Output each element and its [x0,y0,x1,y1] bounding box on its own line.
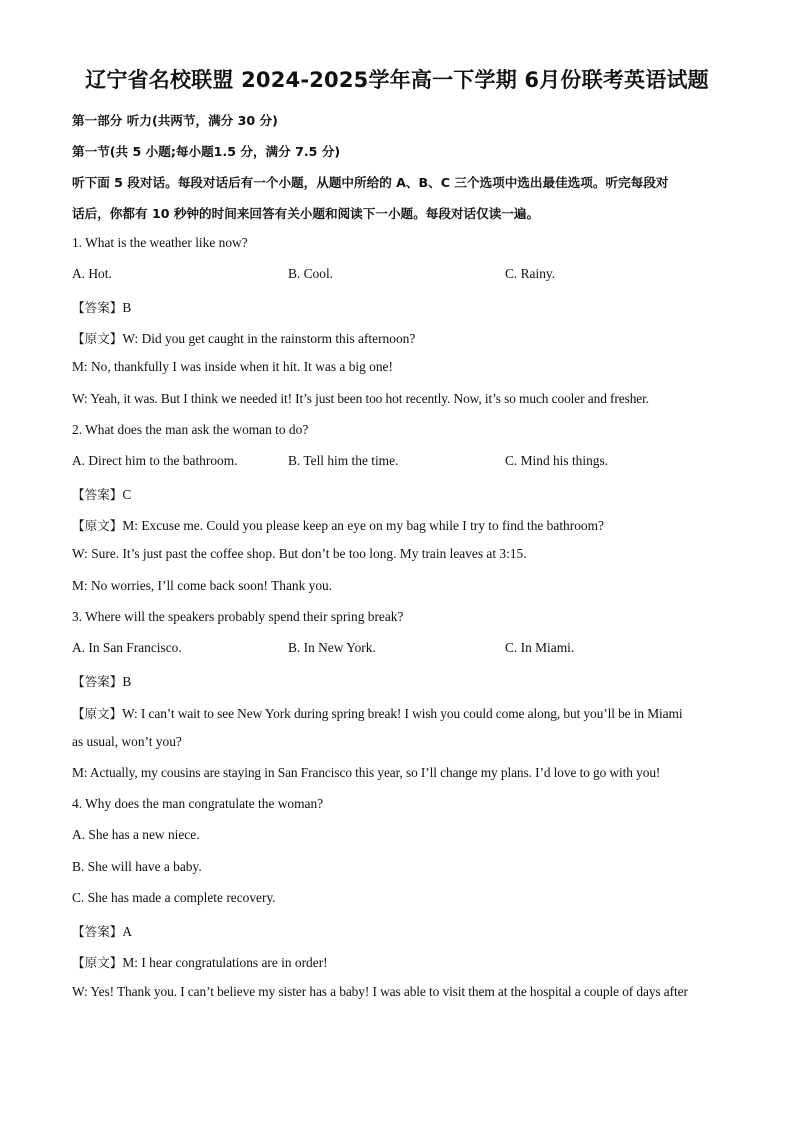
answer-value: C [122,487,132,502]
option-c: C. In Miami. [505,640,575,655]
instructions-line-1: 听下面 5 段对话。每段对话后有一个小题，从题中所给的 A、B、C 三个选项中选出最佳选项。听完每段对 [72,175,669,190]
instructions-line-2: 话后，你都有 10 秒钟的时间来回答有关小题和阅读下一小题。每段对话仅读一遍。 [72,206,540,221]
transcript-line: M: I hear congratulations are in order! [122,955,328,970]
answer-tag: 【答案】 [72,300,123,315]
answer-tag: 【答案】 [72,487,123,502]
question-1-transcript-2: M: No, thankfully I was inside when it hit. It was a big one! [72,359,393,374]
question-4-option-b: B. She will have a baby. [72,859,202,874]
answer-value: B [122,300,132,315]
question-3-transcript-1 [72,703,682,722]
answer-value: A [122,924,133,939]
question-3-transcript-3: M: Actually, my cousins are staying in San Francisco this year, so I’ll change my plans. I’d love to go with you! [72,765,661,780]
question-4-option-a: A. She has a new niece. [72,827,200,842]
question-1-stem: 1. What is the weather like now? [72,235,248,250]
option-a: A. Hot. [72,266,112,281]
option-c: C. Rainy. [505,266,556,281]
question-4-stem: 4. Why does the man congratulate the woman? [72,796,324,811]
question-3-answer [72,671,131,690]
option-b: B. Tell him the time. [288,453,399,468]
exam-title: 辽宁省名校联盟 2024-2025学年高一下学期 6月份联考英语试题 [85,68,709,92]
question-3-transcript-2: as usual, won’t you? [72,734,182,749]
script-tag: 【原文】 [72,706,122,721]
question-1-transcript-1 [72,328,415,347]
question-2-transcript-3: M: No worries, I’ll come back soon! Thank you. [72,578,333,593]
section1-header: 第一节(共 5 小题;每小题1.5 分，满分 7.5 分) [72,144,341,159]
option-a: A. Direct him to the bathroom. [72,453,238,468]
question-2-transcript-2: W: Sure. It’s just past the coffee shop. But don’t be too long. My train leaves at 3:15. [72,546,527,561]
option-b: B. In New York. [288,640,376,655]
question-2-stem: 2. What does the man ask the woman to do? [72,422,309,437]
answer-tag: 【答案】 [72,674,123,689]
option-a: A. In San Francisco. [72,640,182,655]
question-4-option-c: C. She has made a complete recovery. [72,890,276,905]
question-1-answer [72,297,131,316]
question-2-answer [72,484,131,503]
answer-tag: 【答案】 [72,924,123,939]
transcript-line: W: I can’t wait to see New York during spring break! I wish you could come along, but you’ll be in Miami [121,706,683,721]
question-4-transcript-1 [72,952,328,971]
option-c: C. Mind his things. [505,453,609,468]
question-2-transcript-1 [72,515,604,534]
script-tag: 【原文】 [72,518,123,533]
question-4-transcript-2: W: Yes! Thank you. I can’t believe my sister has a baby! I was able to visit them at the hospital a couple of days after [72,984,688,999]
question-4-answer [72,921,132,940]
script-tag: 【原文】 [72,331,123,346]
question-3-stem: 3. Where will the speakers probably spend their spring break? [72,609,404,624]
script-tag: 【原文】 [72,955,123,970]
transcript-line: W: Did you get caught in the rainstorm this afternoon? [122,331,416,346]
transcript-line: M: Excuse me. Could you please keep an eye on my bag while I try to find the bathroom? [122,518,604,533]
option-b: B. Cool. [288,266,334,281]
answer-value: B [122,674,132,689]
part1-header: 第一部分 听力(共两节，满分 30 分) [72,113,278,128]
question-1-transcript-3: W: Yeah, it was. But I think we needed it! It’s just been too hot recently. Now, it’s so much cooler and fresher. [72,391,650,406]
